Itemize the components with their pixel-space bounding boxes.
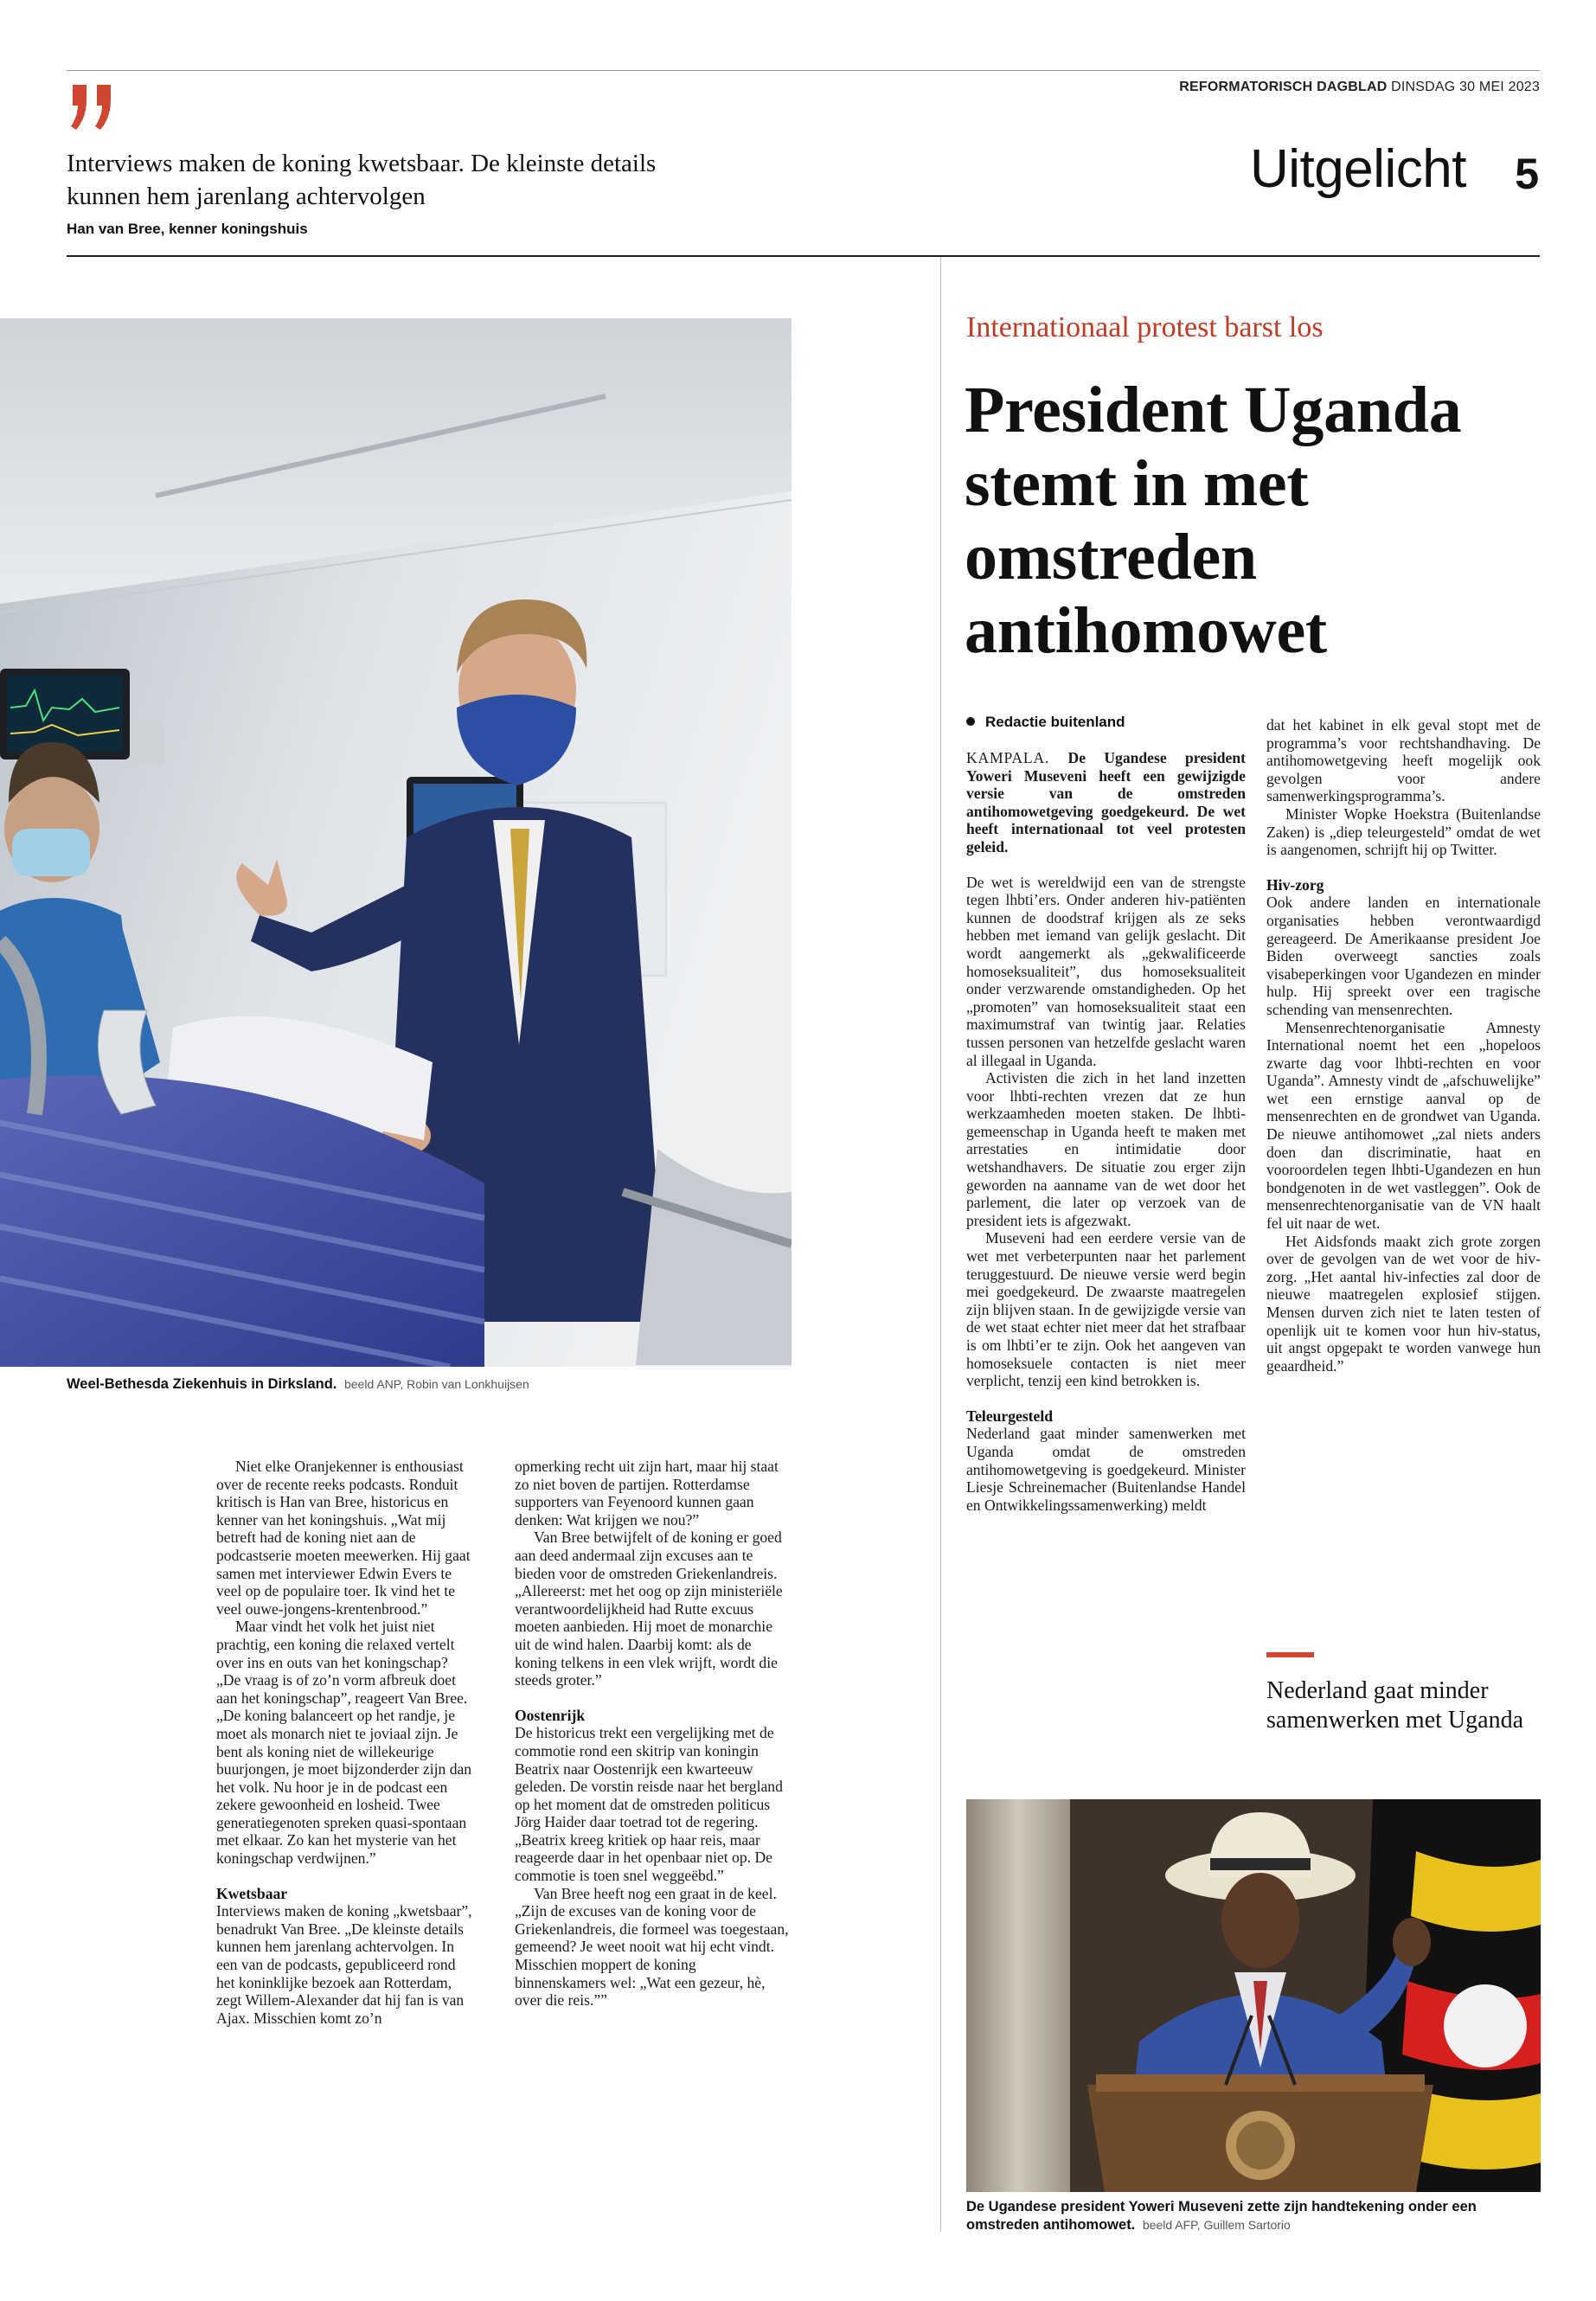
publication-name: REFORMATORISCH DAGBLAD [1179,80,1388,94]
article-headline: President Uganda stemt in met omstreden antihomowet [965,374,1462,667]
article-byline [966,714,1125,731]
paragraph: Mensenrechtenorganisatie Amnesty International noemt het een „hopeloos zwarte dag voor lhbti-rechten en voor Uganda”. Amnesty vindt de „afschuwelijke” wet een ernstige aanval op de mensenrechten en de grondwet van Uganda. De nieuwe antihomowet „zal niets anders doen dan discriminatie, haat en vooroordelen tegen lhbti-Ugandezen en hun bondgenoten in de wet vastleggen”. Ook de mensenrechtenorganisatie van de VN haalt fel uit naar de wet. [1266,1018,1541,1233]
paragraph: De wet is wereldwijd een van de strengste tegen lhbti’ers. Onder anderen hiv-patiënten kunnen de doodstraf krijgen als ze seks hebben met iemand van gelijk geslacht. Dit wordt aangemerkt als „gekwalificeerde homoseksualiteit”, dus homoseksualiteit onder verzwarende omstandigheden. Op het „promoten” van homoseksualiteit staat een maximumstraf van twintig jaar. Relaties tussen personen van hetzelfde geslacht waren al illegaal in Uganda. [966,873,1246,1069]
byline-text: Redactie buitenland [985,714,1125,730]
museveni-caption-text: De Ugandese president Yoweri Museveni zette zijn handtekening onder een omstreden antihomowet. [966,2199,1477,2233]
publication-date: DINSDAG 30 MEI 2023 [1391,80,1540,94]
quote-mark-icon [69,83,118,135]
dateline: KAMPALA. [966,749,1050,766]
paragraph: Van Bree betwijfelt of de koning er goed aan deed andermaal zijn excuses aan te bieden voor de omstreden Griekenlandreis. „Allereerst: met het oog op zijn ministeriële verantwoordelijkheid had Rutte excuus moeten aanbieden. Hij moet de monarchie uit de wind halen. Daarbij komt: als de koning telkens in een vlek wrijft, wordt die steeds groter.” [515,1529,783,1689]
paragraph: Minister Wopke Hoekstra (Buitenlandse Zaken) is „diep teleurgesteld” omdat de wet is aangenomen, schrijft hij op Twitter. [1266,804,1541,859]
subheading: Kwetsbaar [216,1884,288,1902]
top-rule [67,70,1540,71]
paragraph: opmerking recht uit zijn hart, maar hij staat zo niet boven de partijen. Rotterdamse supporters van Feyenoord kunnen gaan denken: Wat krijgen we nou?” [515,1458,779,1529]
pull-quote: Interviews maken de koning kwetsbaar. De kleinste details kunnen hem jarenlang achtervolgen [67,150,657,210]
right-article-column-1 [966,749,1246,1514]
paragraph: Interviews maken de koning „kwetsbaar”, benadrukt Van Bree. „De kleinste details kunnen hem jarenlang achtervolgen. In een van de podcasts, gepubliceerd rond het koninklijke bezoek aan Rotterdam, zegt Willem-Alexander dat hij fan is van Ajax. Misschien komt zo’n [216,1902,472,2027]
paragraph: Van Bree heeft nog een graat in de keel. „Zijn de excuses van de koning voor de Griekenlandreis, die formeel was toegestaan, gemeend? Je weet nooit wat hij echt vindt. Misschien moppert de koning binnenskamers wel: „Wat een gezeur, hè, over die reis.”” [515,1884,789,2009]
page-number: 5 [1515,150,1539,198]
section-title: Uitgelicht [1250,139,1466,199]
paragraph: Nederland gaat minder samenwerken met Uganda omdat de omstreden antihomowetgeving is goedgekeurd. Minister Liesje Schreinemacher (Buitenlandse Handel en Ontwikkelingssamenwerking) meldt [966,1425,1246,1514]
paragraph: Maar vindt het volk het juist niet prachtig, een koning die relaxed vertelt over ins en outs van het koningschap? „De vraag is of zo’n vorm afbreuk doet aan het koningschap”, reageert Van Bree. „De koning balanceert op het randje, je moet als monarch niet te joviaal zijn. Je bent als koning niet de willekeurige buurjongen, je moet bijzonderder zijn dan het volk. Nu hoor je in de podcast een zekere gewoonheid en losheid. Twee generatiegenoten spreken quasi-spontaan met elkaar. Zo kan het mysterie van het koningschap verdwijnen.” [216,1618,472,1868]
teaser-accent-bar [1266,1652,1314,1657]
related-article-teaser[interactable]: Nederland gaat minder samenwerken met Uganda [1266,1677,1523,1734]
subheading: Hiv-zorg [1266,875,1324,894]
lead-text: De Ugandese president Yoweri Museveni heeft een gewijzigde versie van de omstreden antihomowetgeving goedgekeurd. De wet heeft internationaal tot veel protesten geleid. [966,749,1247,856]
bullet-icon [966,717,975,726]
right-article-column-2 [1266,716,1541,1375]
museveni-photo-caption [966,2198,1546,2234]
paragraph: dat het kabinet in elk geval stopt met de programma’s voor rechtshandhaving. De antihomowetgeving heeft mogelijk ook gevolgen voor andere samenwerkingsprogramma’s. [1266,716,1541,805]
masthead [1179,80,1540,95]
paragraph: De historicus trekt een vergelijking met de commotie rond een skitrip van koningin Beatrix naar Oostenrijk een kwarteeuw geleden. De vorstin reisde naar het bergland op het moment dat de omstreden politicus Jörg Haider daar toetrad tot de regering. „Beatrix kreeg kritiek op haar reis, maar reageerde daar in het openbaar niet op. De commotie is toen snel weggeëbd.” [515,1724,783,1885]
column-divider [940,257,941,2232]
paragraph: Niet elke Oranjekenner is enthousiast over de recente reeks podcasts. Ronduit kritisch is Han van Bree, historicus en kenner van het koningshuis. „Wat mij betreft had de koning niet aan de podcastserie moeten meewerken. Hij gaat samen met interviewer Edwin Evers te veel op de populaire toer. Ik vind het te veel ouwe-jongens-krentenbrood.” [216,1458,471,1618]
pull-quote-author: Han van Bree, kenner koningshuis [67,221,308,237]
subheading: Oostenrijk [515,1706,586,1724]
hospital-photo-credit: beeld ANP, Robin van Lonkhuijsen [343,1377,529,1391]
paragraph: Ook andere landen en internationale organisaties hebben verontwaardigd gereageerd. De Amerikaanse president Joe Biden overweegt sancties zoals visabeperkingen voor Ugandezen en minder hulp. Hij spreekt over een tragische schending van mensenrechten. [1266,894,1541,1018]
left-article-column-2 [515,1458,790,2009]
museveni-photo-credit: beeld AFP, Guillem Sartorio [1142,2218,1291,2232]
article-lead [966,749,1246,856]
paragraph: Museveni had een eerdere versie van de wet met verbeterpunten naar het parlement teruggestuurd. De nieuwe versie werd begin mei goedgekeurd. De zwaarste maatregelen zijn blijven staan. In de gewijzigde versie van de wet staat echter niet meer dat het strafbaar is om lhbti’er te zijn. Ook het aangeven van homoseksuele contacten is niet meer verplicht, tenzij een kind betrokken is. [966,1229,1246,1390]
hospital-caption-text: Weel-Bethesda Ziekenhuis in Dirksland. [67,1376,337,1392]
museveni-photo [966,1799,1541,2192]
header-rule [67,255,1540,257]
hospital-photo [0,318,792,1367]
paragraph: Activisten die zich in het land inzetten voor lhbti-rechten vrezen dat ze hun werkzaamheden moeten staken. De lhbti-gemeenschap in Uganda heeft te maken met arrestaties en intimidatie door wetshandhavers. De situatie zou erger zijn geworden na aanname van de wet door het parlement, die later op verzoek van de president iets is afgezwakt. [966,1069,1246,1229]
left-article-column-1 [216,1458,476,2027]
article-kicker: Internationaal protest barst los [966,311,1324,343]
paragraph: Het Aidsfonds maakt zich grote zorgen over de gevolgen van de wet voor de hiv-zorg. „Het aantal hiv-infecties zal door de nieuwe maatregelen explosief stijgen. Mensen durven zich niet te laten testen of openlijk uit te komen voor hun hiv-status, uit angst opgepakt te worden vanwege hun geaardheid.” [1266,1232,1541,1375]
subheading: Teleurgesteld [966,1407,1054,1425]
hospital-photo-caption [67,1376,529,1393]
